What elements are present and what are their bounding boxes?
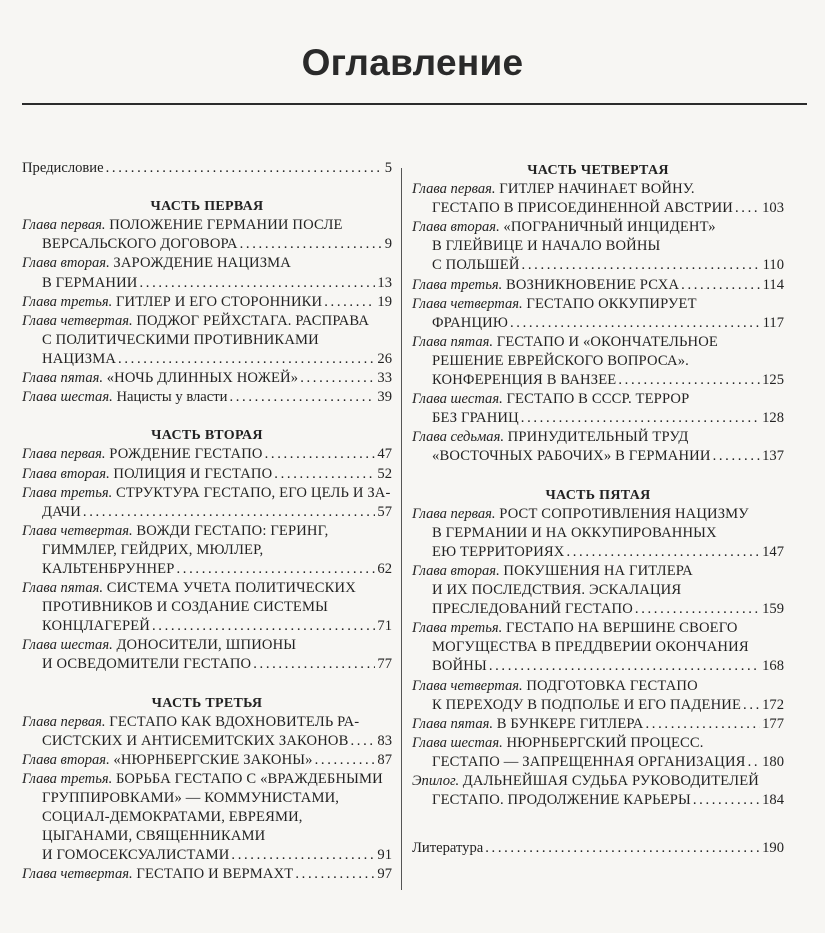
page-number: 87 — [377, 751, 392, 768]
page-number: 13 — [377, 274, 392, 291]
page-number: 9 — [384, 236, 392, 253]
toc-entry[interactable]: Глава первая. РОСТ СОПРОТИВЛЕНИЯ НАЦИЗМУ — [412, 505, 749, 522]
toc-entry[interactable]: Глава шестая. НЮРНБЕРГСКИЙ ПРОЦЕСС. — [412, 734, 704, 751]
page-number: 103 — [762, 200, 784, 217]
toc-entry[interactable]: Глава четвертая. ГЕСТАПО ОККУПИРУЕТ — [412, 295, 697, 312]
toc-entry[interactable]: Глава шестая. Нацисты у власти . . . 39 — [22, 388, 392, 407]
page-number: 57 — [377, 503, 392, 520]
toc-entry[interactable]: Глава третья. БОРЬБА ГЕСТАПО С «ВРАЖДЕБНЫМИ — [22, 771, 383, 787]
page-title: Оглавление — [301, 42, 524, 83]
toc-entry[interactable]: Глава четвертая. ПОДЖОГ РЕЙХСТАГА. РАСПРАВА — [22, 312, 370, 329]
page-number: 190 — [762, 840, 784, 857]
page-number: 62 — [377, 560, 392, 577]
page-number: 77 — [377, 656, 392, 673]
page-number: 19 — [377, 293, 392, 310]
toc-entry[interactable]: Глава первая. РОЖДЕНИЕ ГЕСТАПО . . . 47 — [22, 445, 392, 464]
toc-entry[interactable]: Глава третья. ВОЗНИКНОВЕНИЕ РСХА . . . 114 — [412, 276, 784, 295]
toc-entry[interactable]: Глава вторая. «ПОГРАНИЧНЫЙ ИНЦИДЕНТ» — [412, 219, 716, 236]
page-number: 52 — [377, 465, 392, 482]
page-number: 47 — [377, 446, 392, 463]
toc-entry[interactable]: Глава вторая. «НЮРНБЕРГСКИЕ ЗАКОНЫ» . . . 87 — [22, 751, 392, 770]
toc-entry[interactable]: Глава третья. ГЕСТАПО НА ВЕРШИНЕ СВОЕГО — [412, 620, 738, 637]
part-heading: ЧАСТЬ ПЯТАЯ — [545, 487, 651, 503]
page-number: 137 — [762, 448, 784, 465]
toc-entry[interactable]: Глава шестая. ГЕСТАПО В СССР. ТЕРРОР — [412, 391, 690, 408]
part-heading: ЧАСТЬ ЧЕТВЕРТАЯ — [527, 163, 669, 178]
page-number: 110 — [762, 257, 784, 274]
toc-entry[interactable]: Глава третья. СТРУКТУРА ГЕСТАПО, ЕГО ЦЕЛЬ И ЗА- — [22, 484, 391, 501]
toc-entry[interactable]: Глава первая. ГИТЛЕР НАЧИНАЕТ ВОЙНУ. — [412, 181, 695, 198]
page-number: 97 — [377, 866, 392, 883]
title-rule — [22, 103, 807, 105]
toc-entry[interactable]: Глава вторая. ЗАРОЖДЕНИЕ НАЦИЗМА — [22, 255, 291, 272]
toc-entry[interactable]: Глава пятая. СИСТЕМА УЧЕТА ПОЛИТИЧЕСКИХ — [22, 580, 356, 597]
column-divider — [401, 168, 402, 890]
page-number: 180 — [762, 753, 784, 770]
toc-entry[interactable]: Глава первая. ГЕСТАПО КАК ВДОХНОВИТЕЛЬ РА- — [22, 713, 360, 730]
toc-entry[interactable]: Глава вторая. ПОКУШЕНИЯ НА ГИТЛЕРА — [412, 562, 693, 579]
toc-entry[interactable]: Глава пятая. ГЕСТАПО И «ОКОНЧАТЕЛЬНОЕ — [412, 333, 718, 350]
toc-right-column: ЧАСТЬ ЧЕТВЕРТАЯ Глава первая. ГИТЛЕР НАЧИНАЕТ ВОЙНУ. ГЕСТАПО В ПРИСОЕДИНЕННОЙ АВСТРИИ . . . 103 Глава вторая. «ПОГРАНИЧНЫЙ ИНЦИДЕНТ» В ГЛЕЙВИЦЕ И НАЧАЛО ВОЙНЫ С ПОЛЬШЕЙ . . . 110 Глава третья. ВОЗНИКНОВЕНИЕ РСХА . . . 114 Глава четвертая. ГЕСТАПО ОККУПИРУЕТ ФРАНЦИЮ . . . 117 Глава пятая. ГЕСТАПО И «ОКОНЧАТЕЛЬНОЕ РЕШЕНИЕ ЕВРЕЙСКОГО ВОПРОСА». КОНФЕРЕНЦИЯ В ВАНЗЕЕ . . . 125 Глава шестая. ГЕСТАПО В СССР. ТЕРРОР БЕЗ ГРАНИЦ . . . 128 Глава седьмая. ПРИНУДИТЕЛЬНЫЙ ТРУД «ВОСТОЧНЫХ РАБОЧИХ» В ГЕРМАНИИ . . . 137 ЧАСТЬ ПЯТАЯ Глава первая. РОСТ СОПРОТИВЛЕНИЯ НАЦИЗМУ В ГЕРМАНИИ И НА ОККУПИРОВАННЫХ ЕЮ ТЕРРИТОРИЯХ . . . 147 Глава вторая. ПОКУШЕНИЯ НА ГИТЛЕРА И ИХ ПОСЛЕДСТВИЯ. ЭСКАЛАЦИЯ ПРЕСЛЕДОВАНИЙ ГЕСТАПО . . . 159 Глава третья. ГЕСТАПО НА ВЕРШИНЕ СВОЕГО МОГУЩЕСТВА В ПРЕДДВЕРИИ ОКОНЧАНИЯ ВОЙНЫ . . . 168 Глава четвертая. ПОДГОТОВКА ГЕСТАПО К ПЕРЕХОДУ В ПОДПОЛЬЕ И ЕГО ПАДЕНИЕ . . . 172 Глава пятая. В БУНКЕРЕ ГИТЛЕРА . . . 177 Глава шестая. НЮРНБЕРГСКИЙ ПРОЦЕСС. ГЕСТАПО — ЗАПРЕЩЕННАЯ ОРГАНИЗАЦИЯ . . . 180 Эпилог. ДАЛЬНЕЙШАЯ СУДЬБА РУКОВОДИТЕЛЕЙ ГЕСТАПО. ПРОДОЛЖЕНИЕ КАРЬЕРЫ . . . 184 Литература . . . 190 — [412, 161, 784, 858]
page-number: 128 — [762, 410, 784, 427]
page-number: 159 — [762, 601, 784, 618]
page-number: 184 — [762, 792, 784, 809]
toc-entry[interactable]: Глава первая. ПОЛОЖЕНИЕ ГЕРМАНИИ ПОСЛЕ — [22, 217, 343, 234]
page-number: 5 — [384, 160, 392, 176]
page-number: 91 — [377, 847, 392, 864]
toc-entry[interactable]: Глава шестая. ДОНОСИТЕЛИ, ШПИОНЫ — [22, 637, 297, 654]
toc-entry[interactable]: Глава четвертая. ГЕСТАПО И ВЕРМАХТ . . . 97 — [22, 865, 392, 884]
page-number: 168 — [762, 658, 784, 675]
toc-left-column: Предисловие . . . 5 ЧАСТЬ ПЕРВАЯ Глава первая. ПОЛОЖЕНИЕ ГЕРМАНИИ ПОСЛЕ ВЕРСАЛЬСКОГО ДОГОВОРА . . . 9 Глава вторая. ЗАРОЖДЕНИЕ НАЦИЗМА В ГЕРМАНИИ . . . 13 Глава третья. ГИТЛЕР И ЕГО СТОРОННИКИ . . . 19 Глава четвертая. ПОДЖОГ РЕЙХСТАГА. РАСПРАВА С ПОЛИТИЧЕСКИМИ ПРОТИВНИКАМИ НАЦИЗМА . . . 26 Глава пятая. «НОЧЬ ДЛИННЫХ НОЖЕЙ» . . . 33 Глава шестая. Нацисты у власти . . . 39 ЧАСТЬ ВТОРАЯ Глава первая. РОЖДЕНИЕ ГЕСТАПО . . . 47 Глава вторая. ПОЛИЦИЯ И ГЕСТАПО . . . 52 Глава третья. СТРУКТУРА ГЕСТАПО, ЕГО ЦЕЛЬ И ЗА- ДАЧИ . . . 57 Глава четвертая. ВОЖДИ ГЕСТАПО: ГЕРИНГ, ГИММЛЕР, ГЕЙДРИХ, МЮЛЛЕР, КАЛЬТЕНБРУННЕР . . . 62 Глава пятая. СИСТЕМА УЧЕТА ПОЛИТИЧЕСКИХ ПРОТИВНИКОВ И СОЗДАНИЕ СИСТЕМЫ КОНЦЛАГЕРЕЙ . . . 71 Глава шестая. ДОНОСИТЕЛИ, ШПИОНЫ И ОСВЕДОМИТЕЛИ ГЕСТАПО . . . 77 ЧАСТЬ ТРЕТЬЯ Глава первая. ГЕСТАПО КАК ВДОХНОВИТЕЛЬ РА- СИСТСКИХ И АНТИСЕМИТСКИХ ЗАКОНОВ . . . 83 Глава вторая. «НЮРНБЕРГСКИЕ ЗАКОНЫ» . . . 87 Глава третья. БОРЬБА ГЕСТАПО С «ВРАЖДЕБНЫМИ ГРУППИРОВКАМИ» — КОММУНИСТАМИ, СОЦИАЛ-ДЕМОКРАТАМИ, ЕВРЕЯМИ, ЦЫГАНАМИ, СВЯЩЕННИКАМИ И ГОМОСЕКСУАЛИСТАМИ . . . 91 Глава четвертая. ГЕСТАПО И ВЕРМАХТ . . . 97 — [22, 159, 392, 885]
page-number: 125 — [762, 372, 784, 389]
toc-entry-preface[interactable]: Предисловие . . . 5 — [22, 159, 392, 178]
toc-entry[interactable]: Глава третья. ГИТЛЕР И ЕГО СТОРОННИКИ . . . 19 — [22, 293, 392, 312]
toc-entry[interactable]: Глава пятая. «НОЧЬ ДЛИННЫХ НОЖЕЙ» . . . 33 — [22, 369, 392, 388]
page-number: 33 — [377, 370, 392, 387]
page-number: 117 — [762, 314, 784, 331]
page-number: 26 — [377, 350, 392, 367]
page-number: 39 — [377, 389, 392, 406]
page-number: 71 — [377, 618, 392, 635]
toc-entry[interactable]: Глава вторая. ПОЛИЦИЯ И ГЕСТАПО . . . 52 — [22, 465, 392, 484]
page-number: 147 — [762, 543, 784, 560]
toc-entry-epilogue[interactable]: Эпилог. ДАЛЬНЕЙШАЯ СУДЬБА РУКОВОДИТЕЛЕЙ — [412, 773, 759, 789]
toc-entry[interactable]: Глава четвертая. ВОЖДИ ГЕСТАПО: ГЕРИНГ, — [22, 522, 329, 539]
part-heading: ЧАСТЬ ПЕРВАЯ — [150, 199, 264, 215]
toc-entry-literature[interactable]: Литература . . . 190 — [412, 839, 784, 858]
page-number: 172 — [762, 696, 784, 713]
page-number: 177 — [762, 715, 784, 732]
part-heading: ЧАСТЬ ТРЕТЬЯ — [151, 695, 263, 711]
toc-entry[interactable]: Глава четвертая. ПОДГОТОВКА ГЕСТАПО — [412, 677, 698, 694]
page-number: 83 — [377, 732, 392, 749]
toc-entry[interactable]: Глава седьмая. ПРИНУДИТЕЛЬНЫЙ ТРУД — [412, 429, 689, 446]
toc-entry[interactable]: Глава пятая. В БУНКЕРЕ ГИТЛЕРА . . . 177 — [412, 715, 784, 734]
part-heading: ЧАСТЬ ВТОРАЯ — [151, 428, 263, 444]
page-number: 114 — [762, 276, 784, 293]
